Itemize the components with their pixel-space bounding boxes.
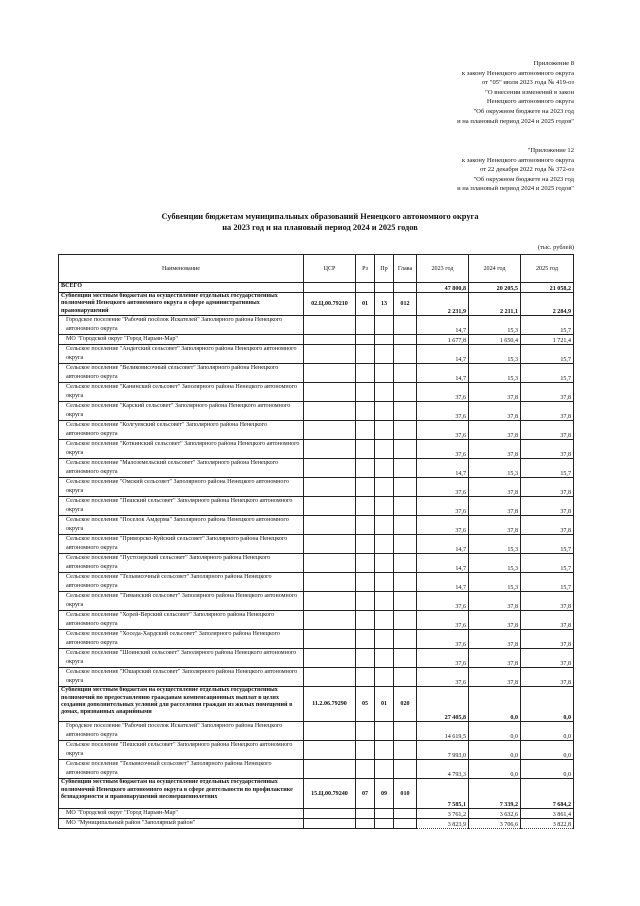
- cell-2025: 37,8: [521, 440, 574, 459]
- cell-csr: [304, 459, 356, 478]
- cell-2025: 15,7: [521, 459, 574, 478]
- cell-csr: [304, 535, 356, 554]
- cell-2025: 37,8: [521, 649, 574, 668]
- table-header-row: [59, 255, 574, 283]
- cell-2025: 15,7: [521, 364, 574, 383]
- cell-2024: 37,8: [469, 478, 521, 497]
- cell-glava: [394, 649, 417, 668]
- cell-2024: 15,3: [469, 459, 521, 478]
- cell-pr: [375, 809, 394, 819]
- recipient-row: [59, 345, 574, 364]
- cell-name: Сельское поселение "Малоземельский сельсовет" Заполярного района Ненецкого автономного округа: [59, 459, 304, 478]
- cell-glava: [394, 611, 417, 630]
- cell-rz: [356, 283, 375, 293]
- recipient-row: [59, 741, 574, 760]
- cell-glava: [394, 478, 417, 497]
- cell-pr: [375, 741, 394, 760]
- cell-2025: 15,7: [521, 535, 574, 554]
- appendix-line: "Приложение 12: [527, 147, 574, 154]
- cell-rz: [356, 741, 375, 760]
- subvention-row: [59, 293, 574, 316]
- cell-2023: 14,7: [417, 345, 469, 364]
- cell-pr: [375, 760, 394, 779]
- cell-csr: [304, 819, 356, 829]
- cell-2023: 2 231,9: [417, 293, 469, 316]
- cell-pr: [375, 722, 394, 741]
- cell-rz: [356, 819, 375, 829]
- table-body: [59, 283, 574, 829]
- cell-rz: [356, 383, 375, 402]
- cell-2024: 37,8: [469, 592, 521, 611]
- cell-2023: 37,6: [417, 478, 469, 497]
- cell-2025: 3 822,8: [521, 819, 574, 829]
- recipient-row: [59, 335, 574, 345]
- cell-csr: [304, 316, 356, 335]
- cell-csr: [304, 516, 356, 535]
- cell-2024: 37,8: [469, 668, 521, 687]
- title-line-1: Субвенции бюджетам муниципальных образований Ненецкого автономного округа: [161, 212, 479, 221]
- cell-name: Сельское поселение "Андегский сельсовет" Заполярного района Ненецкого автономного округа: [59, 345, 304, 364]
- cell-2024: 15,3: [469, 316, 521, 335]
- cell-name: Сельское поселение "Тиманский сельсовет" Заполярного района Ненецкого автономного округа: [59, 592, 304, 611]
- cell-rz: 07: [356, 779, 375, 809]
- cell-2023: 1 677,8: [417, 335, 469, 345]
- cell-rz: [356, 478, 375, 497]
- appendix-line: к закону Ненецкого автономного округа: [461, 69, 574, 77]
- cell-pr: [375, 364, 394, 383]
- cell-2025: 3 861,4: [521, 809, 574, 819]
- cell-rz: 01: [356, 293, 375, 316]
- cell-csr: [304, 335, 356, 345]
- cell-2024: 37,8: [469, 630, 521, 649]
- cell-rz: 05: [356, 687, 375, 722]
- cell-name: Сельское поселение "Шоинский сельсовет" Заполярного района Ненецкого автономного округа: [59, 649, 304, 668]
- cell-name: Сельское поселение "Пешский сельсовет" Заполярного района Ненецкого автономного округа: [59, 497, 304, 516]
- cell-2025: 1 721,4: [521, 335, 574, 345]
- cell-2025: 0,0: [521, 741, 574, 760]
- cell-csr: [304, 421, 356, 440]
- cell-2024: 37,8: [469, 516, 521, 535]
- cell-rz: [356, 573, 375, 592]
- cell-glava: 012: [394, 293, 417, 316]
- cell-2024: 20 205,5: [469, 283, 521, 293]
- cell-rz: [356, 760, 375, 779]
- cell-rz: [356, 592, 375, 611]
- cell-csr: [304, 722, 356, 741]
- recipient-row: [59, 316, 574, 335]
- cell-2025: 21 058,2: [521, 283, 574, 293]
- cell-name: Сельское поселение "Пешский сельсовет" Заполярного района Ненецкого автономного округа: [59, 741, 304, 760]
- cell-csr: [304, 345, 356, 364]
- cell-csr: [304, 364, 356, 383]
- cell-csr: 02.Ц.00.79210: [304, 293, 356, 316]
- cell-glava: [394, 668, 417, 687]
- cell-glava: [394, 809, 417, 819]
- cell-glava: 010: [394, 779, 417, 809]
- cell-2024: 0,0: [469, 722, 521, 741]
- cell-2024: 0,0: [469, 760, 521, 779]
- cell-rz: [356, 364, 375, 383]
- cell-2025: 37,8: [521, 421, 574, 440]
- cell-rz: [356, 649, 375, 668]
- cell-2024: 15,3: [469, 554, 521, 573]
- cell-rz: [356, 345, 375, 364]
- cell-rz: [356, 440, 375, 459]
- cell-csr: [304, 611, 356, 630]
- cell-name: Сельское поселение "Хорей-Верский сельсовет" Заполярного района Ненецкого автономного округа: [59, 611, 304, 630]
- cell-2025: 37,8: [521, 516, 574, 535]
- cell-pr: 09: [375, 779, 394, 809]
- recipient-row: [59, 440, 574, 459]
- cell-2023: 14,7: [417, 554, 469, 573]
- cell-2023: 7 585,1: [417, 779, 469, 809]
- header-2024: 2024 год: [469, 255, 521, 283]
- cell-csr: [304, 809, 356, 819]
- cell-pr: [375, 630, 394, 649]
- header-pr: Пр: [375, 255, 394, 283]
- cell-pr: [375, 554, 394, 573]
- cell-rz: [356, 459, 375, 478]
- cell-2025: 15,7: [521, 345, 574, 364]
- subventions-table: [58, 254, 574, 829]
- cell-2025: 37,8: [521, 383, 574, 402]
- document-title: [0, 211, 640, 233]
- appendix-line: "Об окружном бюджете на 2023 год: [473, 175, 574, 183]
- appendix-line: и на плановый период 2024 и 2025 годов": [457, 117, 574, 125]
- recipient-row: [59, 592, 574, 611]
- cell-pr: [375, 283, 394, 293]
- cell-glava: [394, 283, 417, 293]
- cell-name: Субвенции местным бюджетам на осуществление отдельных государственных полномочий по предоставлению гражданам компенсационных выплат в целях создания дополнительных условий для расселения граждан из жилых помещений в домах, признанных аварийными: [59, 687, 304, 722]
- cell-rz: [356, 630, 375, 649]
- cell-glava: [394, 335, 417, 345]
- recipient-row: [59, 630, 574, 649]
- cell-2024: 3 706,6: [469, 819, 521, 829]
- cell-glava: [394, 819, 417, 829]
- appendix-line: от "05" июля 2023 года № 419-оз: [482, 79, 574, 87]
- cell-name: Сельское поселение "Великовисочный сельсовет" Заполярного района Ненецкого автономного округа: [59, 364, 304, 383]
- recipient-row: [59, 722, 574, 741]
- cell-2023: 37,6: [417, 668, 469, 687]
- cell-2025: 7 684,2: [521, 779, 574, 809]
- cell-2023: 37,6: [417, 383, 469, 402]
- cell-2024: 0,0: [469, 687, 521, 722]
- cell-glava: [394, 760, 417, 779]
- cell-2023: 27 405,8: [417, 687, 469, 722]
- cell-2024: 2 211,1: [469, 293, 521, 316]
- cell-name: Сельское поселение "Пустозерский сельсовет" Заполярного района Ненецкого автономного округа: [59, 554, 304, 573]
- cell-2025: 0,0: [521, 722, 574, 741]
- recipient-row: [59, 402, 574, 421]
- cell-2025: 15,7: [521, 554, 574, 573]
- cell-name: МО "Городской округ "Город Нарьян-Мар": [59, 335, 304, 345]
- cell-glava: [394, 497, 417, 516]
- cell-glava: [394, 554, 417, 573]
- cell-2024: 37,8: [469, 611, 521, 630]
- cell-2023: 3 761,2: [417, 809, 469, 819]
- cell-rz: [356, 722, 375, 741]
- cell-pr: [375, 478, 394, 497]
- appendix-header: [457, 59, 574, 126]
- cell-2023: 37,6: [417, 402, 469, 421]
- cell-name: ВСЕГО: [59, 283, 304, 293]
- header-2023: 2023 год: [417, 255, 469, 283]
- cell-name: Сельское поселение "Хоседа-Хардский сельсовет" Заполярного района Ненецкого автономного округа: [59, 630, 304, 649]
- cell-2025: 0,0: [521, 687, 574, 722]
- cell-glava: [394, 741, 417, 760]
- cell-2023: 14,7: [417, 364, 469, 383]
- cell-pr: [375, 316, 394, 335]
- cell-pr: [375, 345, 394, 364]
- cell-csr: [304, 440, 356, 459]
- cell-2025: 15,7: [521, 573, 574, 592]
- cell-2023: 37,6: [417, 516, 469, 535]
- cell-2024: 3 632,6: [469, 809, 521, 819]
- unit-label: (тыс. рублей): [537, 244, 574, 251]
- appendix-line: "О внесении изменений в закон: [485, 88, 574, 96]
- header-2025: 2025 год: [521, 255, 574, 283]
- cell-glava: 020: [394, 687, 417, 722]
- cell-pr: [375, 335, 394, 345]
- cell-rz: [356, 668, 375, 687]
- cell-glava: [394, 383, 417, 402]
- cell-name: Городское поселение "Рабочий посёлок Искателей" Заполярного района Ненецкого автономного округа: [59, 316, 304, 335]
- cell-glava: [394, 316, 417, 335]
- cell-glava: [394, 364, 417, 383]
- cell-csr: 11.2.06.79290: [304, 687, 356, 722]
- cell-2023: 37,6: [417, 440, 469, 459]
- title-line-2: на 2023 год и на плановый период 2024 и 2025 годов: [222, 223, 418, 232]
- header-name: Наименование: [59, 255, 304, 283]
- cell-2025: 37,8: [521, 402, 574, 421]
- cell-2023: 37,6: [417, 421, 469, 440]
- cell-csr: [304, 741, 356, 760]
- total-row: [59, 283, 574, 293]
- cell-csr: [304, 283, 356, 293]
- cell-glava: [394, 402, 417, 421]
- cell-2025: 37,8: [521, 497, 574, 516]
- recipient-row: [59, 760, 574, 779]
- cell-pr: [375, 383, 394, 402]
- cell-glava: [394, 573, 417, 592]
- recipient-row: [59, 383, 574, 402]
- recipient-row: [59, 554, 574, 573]
- cell-name: Сельское поселение "Омский сельсовет" Заполярного района Ненецкого автономного округа: [59, 478, 304, 497]
- cell-csr: 15.Ц.00.79240: [304, 779, 356, 809]
- recipient-row: [59, 516, 574, 535]
- cell-pr: [375, 573, 394, 592]
- cell-name: Городское поселение "Рабочий поселок Искателей" Заполярного района Ненецкого автономного округа: [59, 722, 304, 741]
- cell-csr: [304, 668, 356, 687]
- cell-pr: [375, 516, 394, 535]
- cell-2025: 37,8: [521, 592, 574, 611]
- cell-name: Сельское поселение "Приморско-Куйский сельсовет" Заполярного района Ненецкого автономного округа: [59, 535, 304, 554]
- recipient-row: [59, 668, 574, 687]
- cell-pr: 01: [375, 687, 394, 722]
- cell-name: Сельское поселение "Тельвисочный сельсовет" Заполярного района Ненецкого автономного округа: [59, 573, 304, 592]
- cell-2023: 7 993,0: [417, 741, 469, 760]
- recipient-row: [59, 809, 574, 819]
- cell-2024: 37,8: [469, 649, 521, 668]
- cell-2023: 37,6: [417, 630, 469, 649]
- cell-2025: 37,8: [521, 668, 574, 687]
- cell-csr: [304, 478, 356, 497]
- cell-2023: 47 800,8: [417, 283, 469, 293]
- cell-rz: [356, 316, 375, 335]
- cell-2023: 14,7: [417, 573, 469, 592]
- cell-2025: 37,8: [521, 611, 574, 630]
- cell-rz: [356, 554, 375, 573]
- recipient-row: [59, 573, 574, 592]
- cell-2024: 15,3: [469, 573, 521, 592]
- cell-rz: [356, 809, 375, 819]
- cell-2023: 14,7: [417, 316, 469, 335]
- header-csr: ЦСР: [304, 255, 356, 283]
- cell-csr: [304, 402, 356, 421]
- cell-csr: [304, 760, 356, 779]
- cell-name: Субвенции местным бюджетам на осуществление отдельных государственных полномочий Ненецкого автономного округа в сфере деятельности по профилактике безнадзорности и правонарушений несовершеннолетних: [59, 779, 304, 809]
- cell-2024: 7 339,2: [469, 779, 521, 809]
- cell-glava: [394, 421, 417, 440]
- cell-csr: [304, 649, 356, 668]
- cell-2024: 1 650,4: [469, 335, 521, 345]
- cell-pr: [375, 668, 394, 687]
- cell-rz: [356, 535, 375, 554]
- recipient-row: [59, 478, 574, 497]
- cell-2024: 15,3: [469, 345, 521, 364]
- cell-csr: [304, 573, 356, 592]
- cell-2024: 15,3: [469, 535, 521, 554]
- cell-name: Сельское поселение "Тельвисочный сельсовет" Заполярного района Ненецкого автономного округа: [59, 760, 304, 779]
- cell-2024: 15,3: [469, 364, 521, 383]
- cell-2024: 0,0: [469, 741, 521, 760]
- cell-2024: 37,8: [469, 383, 521, 402]
- cell-pr: [375, 497, 394, 516]
- cell-rz: [356, 611, 375, 630]
- cell-rz: [356, 421, 375, 440]
- cell-glava: [394, 535, 417, 554]
- cell-csr: [304, 383, 356, 402]
- cell-2025: 2 284,9: [521, 293, 574, 316]
- cell-pr: [375, 421, 394, 440]
- cell-csr: [304, 592, 356, 611]
- cell-2023: 4 793,3: [417, 760, 469, 779]
- subvention-row: [59, 687, 574, 722]
- appendix-line: Приложение 8: [533, 60, 574, 67]
- cell-name: Сельское поселение "Карский сельсовет" Заполярного района Ненецкого автономного округа: [59, 402, 304, 421]
- cell-glava: [394, 345, 417, 364]
- cell-glava: [394, 630, 417, 649]
- recipient-row: [59, 421, 574, 440]
- cell-pr: [375, 611, 394, 630]
- cell-2023: 37,6: [417, 649, 469, 668]
- previous-appendix-header: [457, 146, 574, 194]
- appendix-line: от 22 декабря 2022 года № 372-оз: [480, 166, 574, 174]
- cell-glava: [394, 440, 417, 459]
- cell-pr: [375, 592, 394, 611]
- cell-pr: [375, 459, 394, 478]
- cell-name: Сельское поселение "Юшарский сельсовет" Заполярного района Ненецкого автономного округа: [59, 668, 304, 687]
- cell-glava: [394, 516, 417, 535]
- cell-pr: [375, 440, 394, 459]
- cell-2024: 37,8: [469, 497, 521, 516]
- cell-2024: 37,8: [469, 421, 521, 440]
- recipient-row: [59, 611, 574, 630]
- cell-2023: 37,6: [417, 592, 469, 611]
- cell-2023: 14,7: [417, 535, 469, 554]
- appendix-line: Ненецкого автономного округа: [486, 98, 574, 106]
- appendix-line: и на плановый период 2024 и 2025 годов": [457, 185, 574, 193]
- cell-rz: [356, 516, 375, 535]
- cell-pr: [375, 535, 394, 554]
- recipient-row: [59, 819, 574, 829]
- cell-name: МО "Городской округ "Город Нарьян-Мар": [59, 809, 304, 819]
- recipient-row: [59, 459, 574, 478]
- recipient-row: [59, 649, 574, 668]
- cell-2023: 37,6: [417, 497, 469, 516]
- cell-glava: [394, 459, 417, 478]
- appendix-line: к закону Ненецкого автономного округа: [461, 156, 574, 164]
- recipient-row: [59, 497, 574, 516]
- cell-name: Сельское поселение "Поселок Амдерма" Заполярного района Ненецкого автономного округа: [59, 516, 304, 535]
- cell-2023: 14 619,5: [417, 722, 469, 741]
- cell-rz: [356, 497, 375, 516]
- cell-2023: 14,7: [417, 459, 469, 478]
- recipient-row: [59, 364, 574, 383]
- header-rz: Рз: [356, 255, 375, 283]
- header-glava: Глава: [394, 255, 417, 283]
- cell-csr: [304, 630, 356, 649]
- cell-2025: 15,7: [521, 316, 574, 335]
- cell-name: Сельское поселение "Коткинский сельсовет" Заполярного района Ненецкого автономного округа: [59, 440, 304, 459]
- cell-2025: 37,8: [521, 478, 574, 497]
- cell-rz: [356, 335, 375, 345]
- cell-glava: [394, 592, 417, 611]
- appendix-line: "Об окружном бюджете на 2023 год: [473, 107, 574, 115]
- cell-name: МО "Муниципальный район "Заполярный район": [59, 819, 304, 829]
- cell-csr: [304, 554, 356, 573]
- cell-2025: 37,8: [521, 630, 574, 649]
- cell-2023: 3 823,9: [417, 819, 469, 829]
- cell-pr: [375, 819, 394, 829]
- cell-name: Сельское поселение "Колгуевский сельсовет" Заполярного района Ненецкого автономного округа: [59, 421, 304, 440]
- cell-name: Субвенции местным бюджетам на осуществление отдельных государственных полномочий Ненецкого автономного округа в сфере административных правонарушений: [59, 293, 304, 316]
- cell-csr: [304, 497, 356, 516]
- cell-2024: 37,8: [469, 440, 521, 459]
- cell-pr: [375, 402, 394, 421]
- cell-2023: 37,6: [417, 611, 469, 630]
- cell-pr: [375, 649, 394, 668]
- subvention-row: [59, 779, 574, 809]
- cell-name: Сельское поселение "Канинский сельсовет" Заполярного района Ненецкого автономного округа: [59, 383, 304, 402]
- cell-2025: 0,0: [521, 760, 574, 779]
- cell-glava: [394, 722, 417, 741]
- recipient-row: [59, 535, 574, 554]
- cell-pr: 13: [375, 293, 394, 316]
- cell-rz: [356, 402, 375, 421]
- cell-2024: 37,8: [469, 402, 521, 421]
